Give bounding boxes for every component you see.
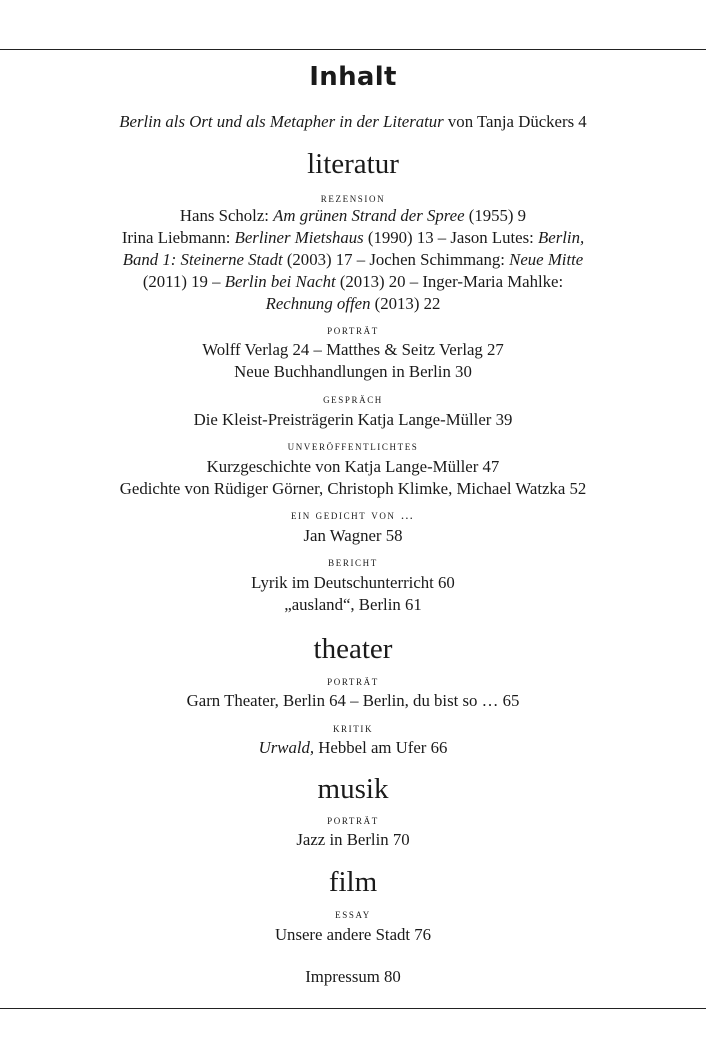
toc-entry: Jan Wagner 58 (303, 526, 403, 545)
toc-entry: Neue Buchhandlungen in Berlin 30 (234, 362, 472, 381)
toc-entry: (2011) 19 – Berlin bei Nacht (2013) 20 – Inger-Maria Mahlke: (142, 272, 564, 291)
toc-entry-impressum: Impressum 80 (305, 967, 401, 986)
category-essay: essay (335, 906, 371, 921)
toc-entry: Rechnung offen (2013) 22 (265, 294, 441, 313)
category-portraet: porträt (327, 322, 379, 337)
toc-entry: Wolff Verlag 24 – Matthes & Seitz Verlag 27 (202, 340, 504, 359)
category-bericht: bericht (328, 554, 378, 569)
category-portraet: porträt (327, 673, 379, 688)
section-heading-musik: musik (317, 773, 389, 805)
top-rule (0, 49, 706, 50)
section-heading-theater: theater (313, 633, 393, 665)
category-gespraech: gespräch (323, 391, 383, 406)
category-ein-gedicht-von: ein gedicht von … (291, 507, 415, 522)
toc-entry: Gedichte von Rüdiger Görner, Christoph Klimke, Michael Watzka 52 (119, 479, 587, 498)
toc-entry: Lyrik im Deutschunterricht 60 (251, 573, 455, 592)
category-rezension: rezension (320, 190, 386, 205)
toc-entry: Hans Scholz: Am grünen Strand der Spree (1955) 9 (179, 206, 527, 225)
toc-entry: Jazz in Berlin 70 (296, 830, 410, 849)
toc-entry: Irina Liebmann: Berliner Mietshaus (1990) 13 – Jason Lutes: Berlin, (121, 228, 585, 247)
section-heading-film: film (328, 866, 378, 898)
toc-entry: Urwald, Hebbel am Ufer 66 (258, 738, 448, 757)
toc-entry: Kurzgeschichte von Katja Lange-Müller 47 (206, 457, 500, 476)
toc-entry: Garn Theater, Berlin 64 – Berlin, du bist so … 65 (186, 691, 520, 710)
category-unveroeffentlichtes: unveröffentlichtes (287, 438, 419, 453)
bottom-rule (0, 1008, 706, 1009)
category-portraet: porträt (327, 812, 379, 827)
section-heading-literatur: literatur (307, 148, 399, 180)
toc-entry: „ausland“, Berlin 61 (284, 595, 422, 614)
toc-entry: Unsere andere Stadt 76 (274, 925, 432, 944)
page-title: Inhalt (309, 62, 397, 92)
toc-entry-intro: Berlin als Ort und als Metapher in der Literatur von Tanja Dückers 4 (119, 112, 587, 131)
toc-entry: Band 1: Steinerne Stadt (2003) 17 – Jochen Schimmang: Neue Mitte (122, 250, 584, 269)
category-kritik: kritik (332, 720, 374, 735)
toc-entry: Die Kleist-Preisträgerin Katja Lange-Müller 39 (193, 410, 513, 429)
